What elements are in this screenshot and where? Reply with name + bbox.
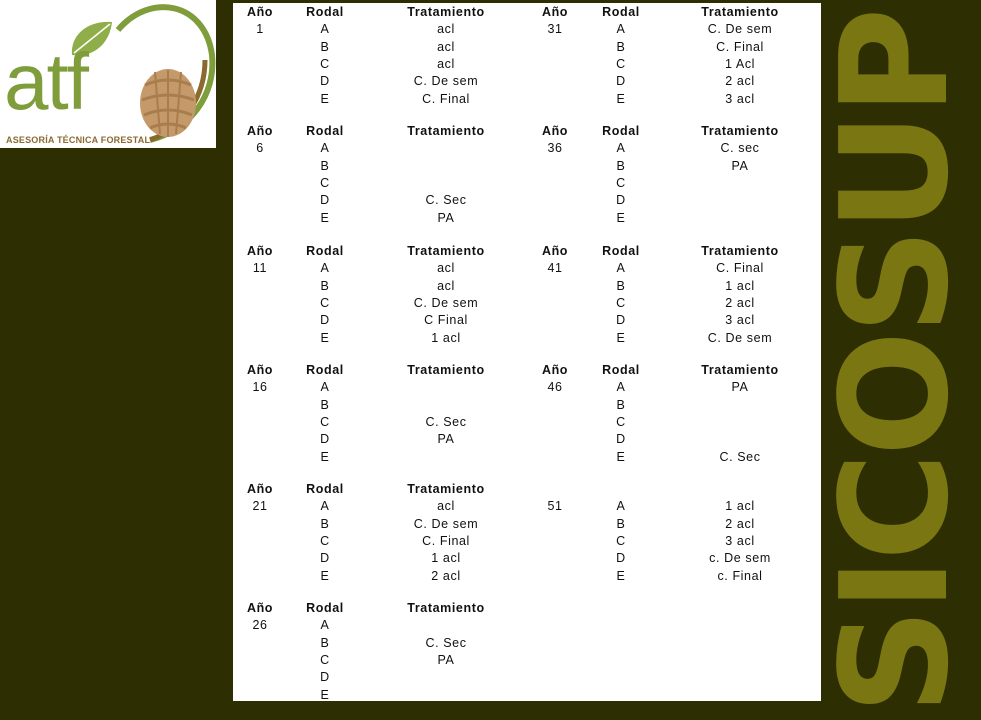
- treatment-cell: 1 acl: [431, 551, 461, 566]
- treatment-cell: 3 acl: [725, 91, 755, 106]
- stand-cell: A: [616, 261, 626, 276]
- stand-cell: E: [320, 687, 330, 702]
- treatment-cell: C. De sem: [707, 22, 773, 37]
- stand-cell: E: [616, 568, 626, 583]
- year-value: 16: [252, 380, 268, 395]
- year-value: 51: [547, 499, 563, 514]
- stand-cell: B: [320, 635, 330, 650]
- treatment-cell: acl: [437, 56, 455, 71]
- treatment-cell: C Final: [424, 313, 468, 328]
- stand-cell: D: [616, 74, 626, 89]
- treatment-cell: C. Final: [422, 91, 470, 106]
- stand-cell: B: [320, 516, 330, 531]
- stand-cell: E: [616, 210, 626, 225]
- stand-cell: A: [616, 499, 626, 514]
- stand-cell: A: [320, 618, 330, 633]
- stand-cell: E: [616, 91, 626, 106]
- stand-cell: D: [616, 551, 626, 566]
- treatment-header: Tratamiento: [701, 244, 779, 258]
- treatment-cell: acl: [437, 278, 455, 293]
- stand-cell: A: [320, 380, 330, 395]
- treatment-cell: acl: [437, 261, 455, 276]
- treatment-header: Tratamiento: [407, 601, 485, 615]
- treatment-cell: C. De sem: [707, 330, 773, 345]
- year-value: 6: [256, 141, 264, 156]
- treatment-cell: C. Sec: [425, 414, 467, 429]
- stand-cell: C: [320, 533, 330, 548]
- stand-cell: C: [616, 533, 626, 548]
- year-value: 31: [547, 22, 563, 37]
- year-value: 36: [547, 141, 563, 156]
- year-header: Año: [246, 5, 274, 19]
- treatment-header: Tratamiento: [407, 124, 485, 138]
- side-title-text: SICOSUP: [809, 10, 981, 715]
- year-header: Año: [246, 482, 274, 496]
- stand-cell: C: [320, 652, 330, 667]
- stand-cell: C: [320, 295, 330, 310]
- stand-cell: D: [320, 313, 330, 328]
- stand-cell: D: [320, 432, 330, 447]
- treatment-cell: 1 Acl: [724, 56, 756, 71]
- year-header: Año: [541, 5, 569, 19]
- stand-cell: E: [320, 568, 330, 583]
- stand-cell: E: [320, 330, 330, 345]
- stand-header: Rodal: [306, 363, 344, 377]
- stand-cell: B: [320, 158, 330, 173]
- stand-cell: C: [616, 175, 626, 190]
- stand-cell: B: [320, 39, 330, 54]
- stand-cell: B: [616, 278, 626, 293]
- stand-cell: A: [320, 141, 330, 156]
- side-title: [809, 10, 981, 715]
- treatment-cell: 2 acl: [725, 295, 755, 310]
- treatment-cell: 3 acl: [725, 533, 755, 548]
- stand-header: Rodal: [306, 124, 344, 138]
- treatment-cell: PA: [437, 210, 455, 225]
- treatment-cell: c. De sem: [709, 551, 771, 566]
- stand-header: Rodal: [306, 601, 344, 615]
- year-header: Año: [246, 601, 274, 615]
- company-logo: [0, 0, 216, 148]
- year-value: 1: [256, 22, 264, 37]
- stand-cell: D: [320, 193, 330, 208]
- year-value: 21: [252, 499, 268, 514]
- treatment-header: Tratamiento: [407, 482, 485, 496]
- treatment-cell: C. sec: [720, 141, 760, 156]
- year-header: Año: [246, 124, 274, 138]
- treatment-cell: 1 acl: [725, 499, 755, 514]
- treatment-cell: 3 acl: [725, 313, 755, 328]
- year-header: Año: [541, 124, 569, 138]
- stand-cell: D: [616, 313, 626, 328]
- treatment-header: Tratamiento: [407, 5, 485, 19]
- stand-cell: C: [616, 295, 626, 310]
- treatment-cell: 2 acl: [725, 516, 755, 531]
- stand-cell: B: [616, 39, 626, 54]
- stand-cell: B: [616, 516, 626, 531]
- stand-cell: A: [320, 22, 330, 37]
- treatment-cell: 1 acl: [725, 278, 755, 293]
- treatment-cell: C. Final: [422, 533, 470, 548]
- treatment-cell: PA: [437, 432, 455, 447]
- treatment-cell: C. De sem: [413, 295, 479, 310]
- logo-tagline: ASESORÍA TÉCNICA FORESTAL: [6, 135, 151, 145]
- treatment-cell: 1 acl: [431, 330, 461, 345]
- stand-header: Rodal: [602, 244, 640, 258]
- treatment-cell: C. De sem: [413, 74, 479, 89]
- treatment-cell: acl: [437, 499, 455, 514]
- stand-cell: E: [320, 449, 330, 464]
- treatment-cell: 2 acl: [431, 568, 461, 583]
- stand-cell: C: [320, 414, 330, 429]
- year-header: Año: [541, 363, 569, 377]
- stand-cell: C: [320, 175, 330, 190]
- treatment-cell: PA: [731, 158, 749, 173]
- stand-header: Rodal: [306, 244, 344, 258]
- treatment-header: Tratamiento: [407, 244, 485, 258]
- stand-cell: C: [616, 56, 626, 71]
- treatment-header: Tratamiento: [407, 363, 485, 377]
- stand-header: Rodal: [602, 5, 640, 19]
- treatment-header: Tratamiento: [701, 5, 779, 19]
- stand-header: Rodal: [306, 5, 344, 19]
- treatment-header: Tratamiento: [701, 124, 779, 138]
- stand-cell: B: [320, 278, 330, 293]
- treatment-cell: C. Sec: [425, 635, 467, 650]
- stand-cell: C: [616, 414, 626, 429]
- stand-cell: B: [616, 397, 626, 412]
- stand-cell: E: [616, 449, 626, 464]
- stand-cell: D: [320, 551, 330, 566]
- treatment-cell: C. Final: [716, 261, 764, 276]
- year-value: 11: [252, 261, 268, 276]
- logo-brand-text: atf: [4, 37, 87, 126]
- treatment-cell: acl: [437, 22, 455, 37]
- stand-cell: A: [616, 141, 626, 156]
- stand-cell: A: [320, 261, 330, 276]
- stand-header: Rodal: [602, 363, 640, 377]
- stand-header: Rodal: [602, 124, 640, 138]
- year-value: 26: [252, 618, 268, 633]
- year-value: 41: [547, 261, 563, 276]
- stand-cell: B: [320, 397, 330, 412]
- stand-cell: E: [320, 210, 330, 225]
- treatment-cell: c. Final: [717, 568, 763, 583]
- stand-cell: A: [616, 22, 626, 37]
- stand-cell: A: [320, 499, 330, 514]
- stand-cell: E: [616, 330, 626, 345]
- treatment-cell: C. Sec: [425, 193, 467, 208]
- stand-cell: D: [616, 432, 626, 447]
- year-header: Año: [246, 244, 274, 258]
- stand-header: Rodal: [306, 482, 344, 496]
- stand-cell: D: [616, 193, 626, 208]
- treatment-cell: C. De sem: [413, 516, 479, 531]
- treatment-cell: C. Sec: [719, 449, 761, 464]
- year-header: Año: [541, 244, 569, 258]
- treatment-cell: C. Final: [716, 39, 764, 54]
- stand-cell: B: [616, 158, 626, 173]
- stand-cell: E: [320, 91, 330, 106]
- stand-cell: A: [616, 380, 626, 395]
- stand-cell: D: [320, 74, 330, 89]
- treatment-cell: PA: [731, 380, 749, 395]
- treatment-cell: 2 acl: [725, 74, 755, 89]
- treatment-header: Tratamiento: [701, 363, 779, 377]
- treatment-cell: PA: [437, 652, 455, 667]
- treatment-schedule-document: [233, 3, 821, 701]
- year-header: Año: [246, 363, 274, 377]
- treatment-cell: acl: [437, 39, 455, 54]
- stand-cell: C: [320, 56, 330, 71]
- stand-cell: D: [320, 670, 330, 685]
- year-value: 46: [547, 380, 563, 395]
